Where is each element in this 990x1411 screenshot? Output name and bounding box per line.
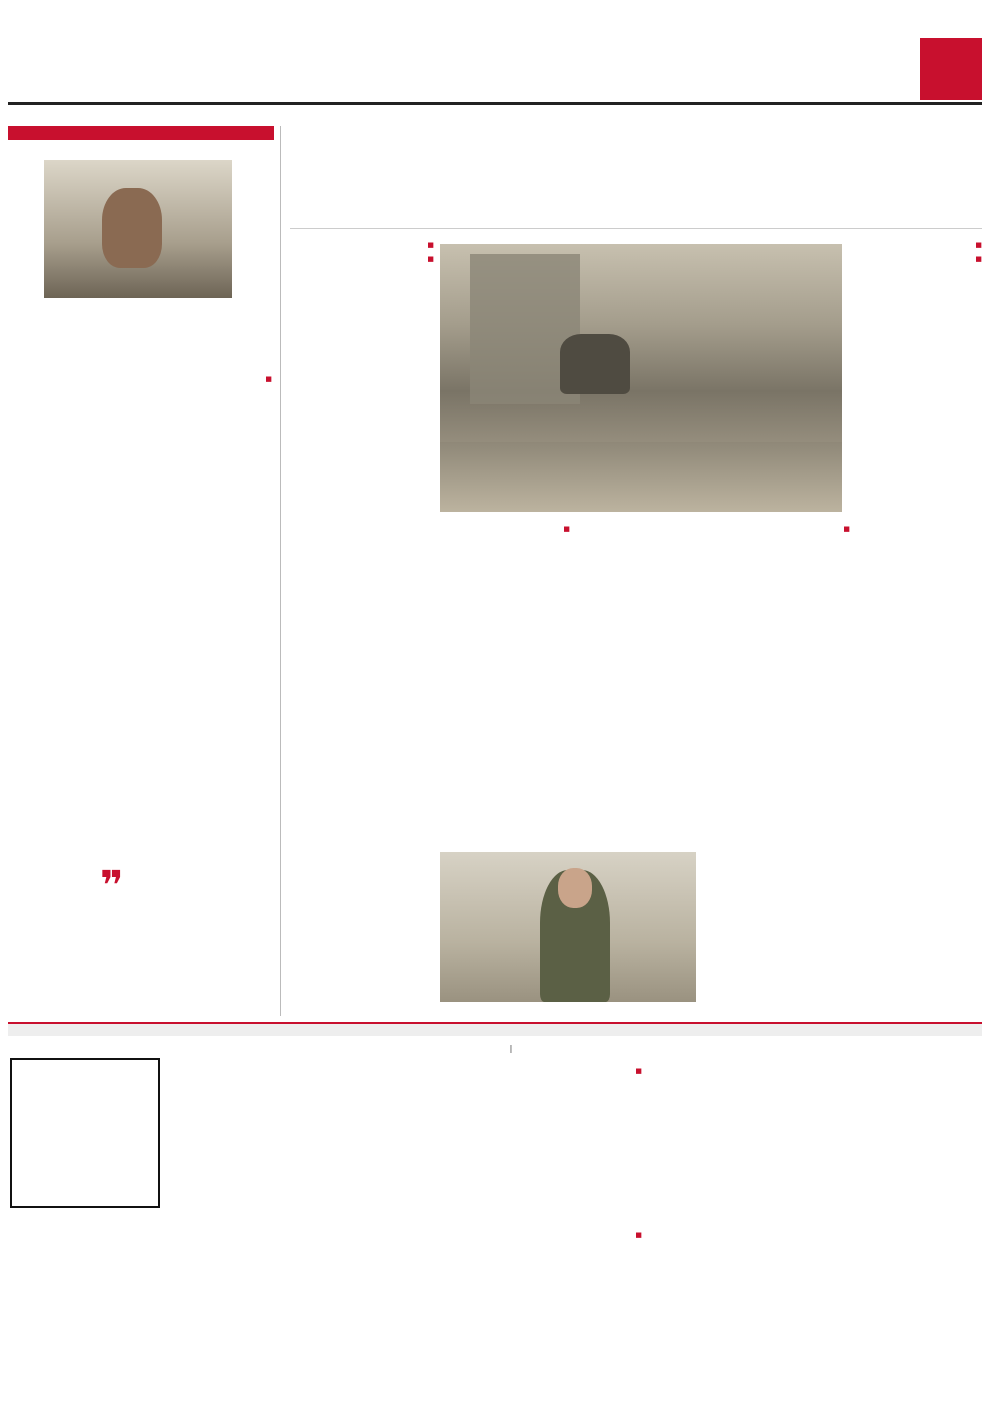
quote-icon: ❞ [100,863,124,909]
designer-credit: | [509,1044,513,1053]
soldier-silhouette [560,334,630,394]
commander-photo [440,852,696,1002]
cw-column-numbers [650,1040,948,1054]
main-col2 [710,522,850,1006]
clues-horizontal [380,1064,642,1224]
side-column-rule [280,126,281,1016]
side-quote [140,900,272,1010]
martyr-portrait-photo [44,160,232,298]
answer-grid [10,1246,330,1404]
main-col4-subhead [290,238,434,252]
main-byline [850,238,982,252]
newspaper-logo [920,38,982,100]
lead-rule [290,228,982,229]
tag-negah [8,126,274,140]
main-col1 [850,238,982,1006]
commander-head [558,868,592,908]
battle-photo [440,244,842,512]
masthead-rule [8,102,982,105]
main-col4 [290,238,434,1006]
side-byline [140,372,272,386]
crossword-grid[interactable] [650,1058,948,1403]
main-col2-subhead [710,522,850,536]
cw-row-numbers [950,1058,980,1403]
main-col3b [440,522,570,842]
side-body-col2 [8,372,134,742]
main-col4-subhead2 [290,252,434,266]
clues-vertical [380,1228,642,1404]
clues-h-title [380,1064,642,1078]
portrait-face [102,188,162,268]
main-col3 [575,522,705,842]
rubble [440,442,842,512]
clues-v-title [380,1228,642,1242]
main-col1-subhead [850,252,982,266]
sudoku-grid[interactable] [10,1058,160,1208]
puzzle-section-bar [8,1022,982,1036]
main-col3-subhead [440,522,570,536]
side-body-col1 [140,372,272,862]
commander-photo-caption [700,852,710,1002]
